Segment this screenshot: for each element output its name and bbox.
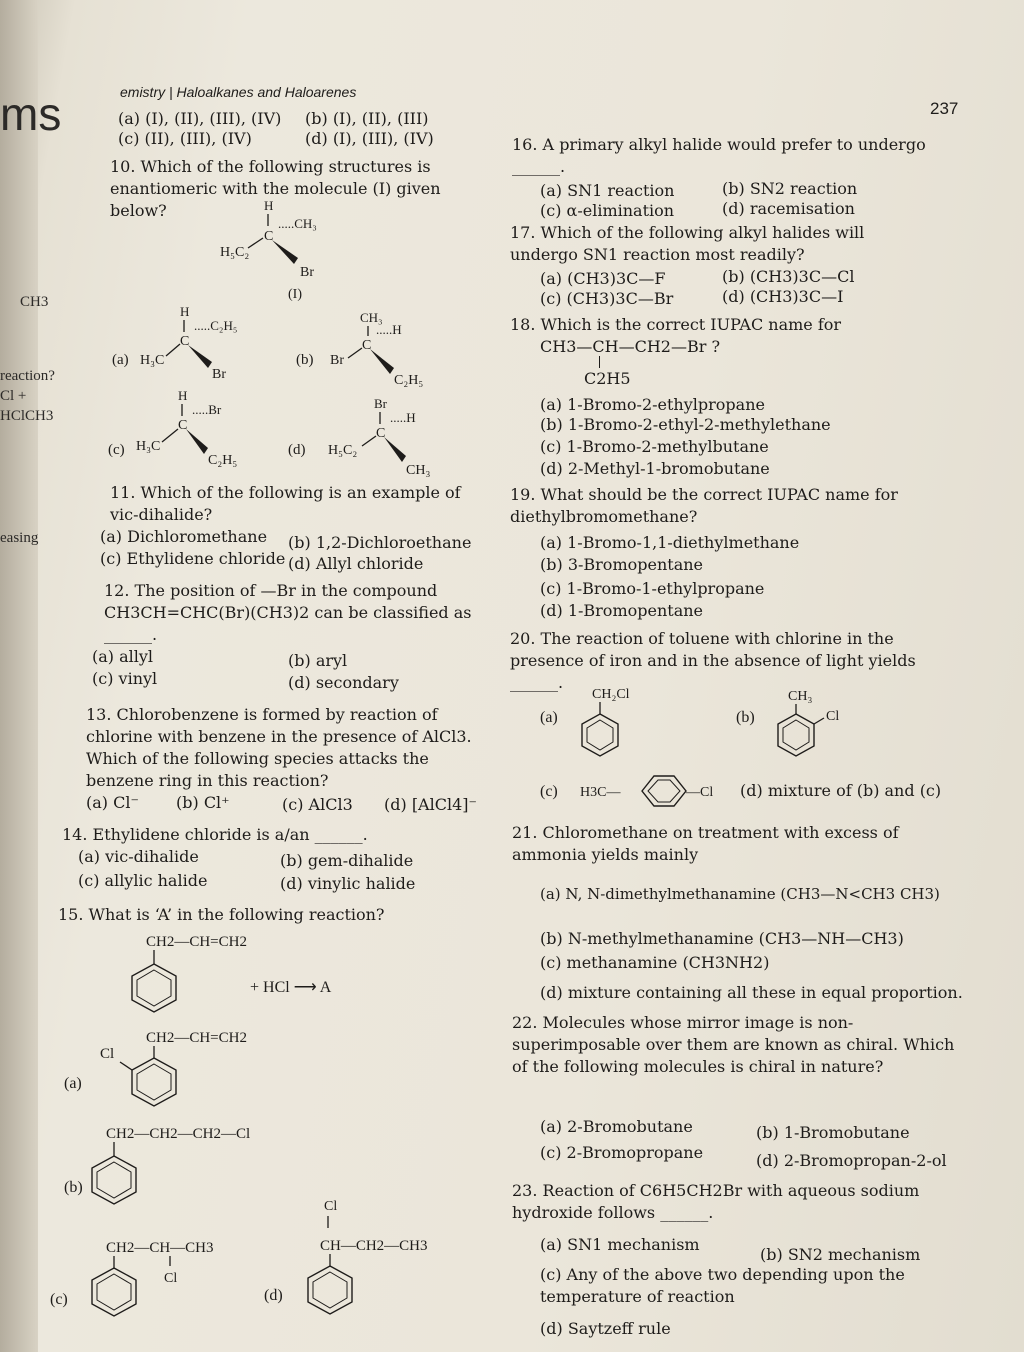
svg-text:Br: Br — [330, 353, 344, 368]
q23-option-a: (a) SN1 mechanism — [540, 1235, 700, 1254]
q15-option-b-structure — [64, 1126, 250, 1204]
q19 — [510, 484, 930, 528]
q17-text: Which of the following alkyl halides will undergo SN1 reaction most readily? — [510, 223, 865, 264]
q10-text: Which of the following structures is enantiomeric with the molecule (I) given below? — [110, 157, 441, 220]
q11-option-a: (a) Dichloromethane — [100, 527, 268, 546]
page-gutter — [0, 0, 38, 1352]
q23-text: Reaction of C6H5CH2Br with aqueous sodium hydroxide follows ______. — [512, 1181, 920, 1222]
q10-option-b-label: (b) — [296, 352, 314, 368]
q18-option-d: (d) 2-Methyl-1-bromobutane — [540, 459, 770, 478]
svg-text:H₅C₂: H₅C₂ — [328, 443, 358, 458]
q23-option-b: (b) SN2 mechanism — [760, 1245, 921, 1264]
q11-option-b: (b) 1,2-Dichloroethane — [288, 533, 472, 552]
q21-text: Chloromethane on treatment with excess of ammonia yields mainly — [512, 823, 899, 864]
svg-text:C: C — [362, 338, 372, 353]
svg-text:C₂H₅: C₂H₅ — [208, 453, 238, 468]
q12 — [104, 580, 488, 646]
q19-option-a: (a) 1-Bromo-1,1-diethylmethane — [540, 533, 800, 552]
q13-option-b: (b) Cl⁺ — [176, 793, 230, 812]
svg-text:C₂H₅: C₂H₅ — [394, 373, 424, 388]
q20-option-c-structure — [540, 776, 713, 806]
svg-text:Br: Br — [300, 265, 314, 280]
q21-option-d: (d) mixture containing all these in equal proportion. — [540, 983, 963, 1002]
q13-text: Chlorobenzene is formed by reaction of chlorine with benzene in the presence of AlCl3. Which of the following species attacks the benzene ring in this reaction? — [86, 705, 472, 790]
q10-number: 10. — [110, 157, 136, 176]
q16-text: A primary alkyl halide would prefer to undergo ______. — [512, 135, 926, 176]
q19-text: What should be the correct IUPAC name for diethylbromomethane? — [510, 485, 898, 526]
q14-option-b: (b) gem-dihalide — [280, 851, 414, 870]
molecule-I — [220, 198, 317, 302]
q22-number: 22. — [512, 1013, 538, 1032]
q10-option-c-label: (c) — [108, 442, 125, 458]
svg-text:H₅C₂: H₅C₂ — [220, 245, 250, 260]
svg-text:H₃C: H₃C — [136, 439, 161, 454]
svg-text:CH₃: CH₃ — [788, 689, 813, 704]
header-subject: emistry | — [120, 84, 173, 100]
q17-option-b: (b) (CH3)3C—Cl — [722, 267, 855, 286]
q20-option-c-right: —Cl — [686, 785, 714, 800]
q15-reagent: + HCl ⟶ A — [250, 979, 332, 996]
q18-option-a: (a) 1-Bromo-2-ethylpropane — [540, 395, 765, 414]
q13-option-a: (a) Cl⁻ — [86, 793, 139, 812]
q15-text: What is ‘A’ in the following reaction? — [88, 905, 385, 924]
svg-text:Br: Br — [212, 367, 226, 382]
q19-number: 19. — [510, 485, 536, 504]
svg-text:.....H: .....H — [376, 322, 402, 337]
q11-number: 11. — [110, 483, 136, 502]
q17-option-a: (a) (CH3)3C—F — [540, 269, 666, 288]
q15-option-d-structure — [264, 1199, 428, 1314]
q16-option-c: (c) α-elimination — [540, 201, 675, 220]
q14-number: 14. — [62, 825, 88, 844]
q20-option-c-left: H3C— — [580, 785, 621, 800]
svg-text:Br: Br — [374, 396, 387, 411]
q20-option-a-structure — [540, 687, 630, 756]
svg-text:CH₃: CH₃ — [406, 463, 431, 478]
q20-option-b-label: (b) — [736, 709, 755, 726]
q15-option-a-structure — [64, 1030, 247, 1106]
q12-option-b: (b) aryl — [288, 651, 348, 670]
q20-option-d: (d) mixture of (b) and (c) — [740, 781, 942, 800]
svg-text:H: H — [264, 198, 274, 213]
q15-structures — [40, 924, 480, 1334]
svg-text:CH₃: CH₃ — [360, 310, 383, 325]
q14-option-a: (a) vic-dihalide — [78, 847, 199, 866]
svg-text:Cl: Cl — [100, 1046, 115, 1062]
q15 — [58, 904, 478, 926]
q21-option-a: (a) N, N-dimethylmethanamine (CH3—N<CH3 CH3) — [540, 885, 940, 903]
svg-text:Cl: Cl — [826, 709, 840, 724]
q15-option-b-label: (b) — [64, 1179, 83, 1196]
q18-branch-bond — [599, 356, 600, 368]
q9-option-d: (d) (I), (III), (IV) — [305, 129, 434, 148]
q23 — [512, 1180, 974, 1224]
q15-option-a-chain: CH2—CH=CH2 — [146, 1030, 247, 1046]
molecule-I-label: (I) — [288, 287, 302, 302]
q16-option-a: (a) SN1 reaction — [540, 181, 675, 200]
q21 — [512, 822, 952, 866]
q12-option-d: (d) secondary — [288, 673, 399, 692]
q17-option-c: (c) (CH3)3C—Br — [540, 289, 674, 308]
svg-text:C: C — [376, 426, 386, 441]
q19-option-b: (b) 3-Bromopentane — [540, 555, 703, 574]
q21-number: 21. — [512, 823, 538, 842]
margin-fragment-reaction: reaction? — [0, 368, 55, 384]
q18-branch: C2H5 — [584, 369, 631, 388]
q9-option-b: (b) (I), (II), (III) — [305, 109, 429, 128]
svg-text:H₃C: H₃C — [140, 353, 165, 368]
q17-number: 17. — [510, 223, 536, 242]
option-b-structure — [296, 310, 423, 388]
q18-option-c: (c) 1-Bromo-2-methylbutane — [540, 437, 769, 456]
q22-option-b: (b) 1-Bromobutane — [756, 1123, 910, 1142]
q14-option-d: (d) vinylic halide — [280, 874, 416, 893]
q22 — [512, 1012, 960, 1078]
q15-option-b-chain: CH2—CH2—CH2—Cl — [106, 1126, 251, 1142]
option-a-structure — [112, 304, 237, 382]
q16 — [512, 134, 932, 178]
q23-number: 23. — [512, 1181, 538, 1200]
q11 — [110, 482, 490, 526]
q14-text: Ethylidene chloride is a/an ______. — [92, 825, 368, 844]
q18-text: Which is the correct IUPAC name for — [540, 315, 842, 334]
svg-text:.....C₂H₅: .....C₂H₅ — [194, 318, 238, 333]
q10-option-d-label: (d) — [288, 442, 306, 458]
q22-text: Molecules whose mirror image is non-superimposable over them are known as chiral. Which of the following molecules is chiral in nature? — [512, 1013, 955, 1076]
q22-option-a: (a) 2-Bromobutane — [540, 1117, 693, 1136]
svg-text:.....H: .....H — [390, 410, 416, 425]
svg-text:H: H — [180, 304, 190, 319]
q14 — [62, 824, 482, 846]
svg-text:H: H — [178, 388, 188, 403]
q20-number: 20. — [510, 629, 536, 648]
q18-option-b: (b) 1-Bromo-2-ethyl-2-methylethane — [540, 415, 831, 434]
q15-option-c-label: (c) — [50, 1291, 68, 1308]
q12-text: The position of —Br in the compound CH3CH=CHC(Br)(CH3)2 can be classified as ______. — [104, 581, 472, 644]
svg-text:.....Br: .....Br — [192, 402, 222, 417]
page-number: 237 — [930, 99, 959, 118]
margin-fragment-cl: Cl + — [0, 388, 27, 404]
q22-option-d: (d) 2-Bromopropan-2-ol — [756, 1151, 947, 1170]
q15-reactant — [132, 934, 332, 1012]
q13 — [86, 704, 486, 792]
q15-option-c-structure — [50, 1240, 214, 1316]
q22-option-c: (c) 2-Bromopropane — [540, 1143, 704, 1162]
q21-option-b: (b) N-methylmethanamine (CH3—NH—CH3) — [540, 929, 904, 948]
q23-option-d: (d) Saytzeff rule — [540, 1319, 671, 1338]
q20-option-c-label: (c) — [540, 783, 558, 800]
svg-text:Cl: Cl — [324, 1199, 338, 1214]
q17 — [510, 222, 920, 266]
q20-option-a-label: (a) — [540, 709, 558, 726]
q15-reactant-chain: CH2—CH=CH2 — [146, 934, 247, 950]
q10-option-a-label: (a) — [112, 352, 129, 368]
q10-structures — [100, 198, 490, 478]
q18-number: 18. — [510, 315, 536, 334]
q12-number: 12. — [104, 581, 130, 600]
q11-text: Which of the following is an example of vic-dihalide? — [110, 483, 461, 524]
q19-option-c: (c) 1-Bromo-1-ethylpropane — [540, 579, 765, 598]
running-header — [120, 82, 356, 103]
margin-fragment-hclch3: HClCH3 — [0, 408, 54, 424]
q11-option-d: (d) Allyl chloride — [288, 554, 424, 573]
q19-option-d: (d) 1-Bromopentane — [540, 601, 703, 620]
q13-option-d: (d) [AlCl4]⁻ — [384, 795, 477, 814]
header-chapter: Haloalkanes and Haloarenes — [176, 84, 357, 100]
option-d-structure — [288, 396, 430, 478]
option-c-structure — [108, 388, 237, 468]
q9-option-a: (a) (I), (II), (III), (IV) — [118, 109, 282, 128]
q15-option-a-label: (a) — [64, 1075, 82, 1092]
q12-option-a: (a) allyl — [92, 647, 154, 666]
svg-text:C: C — [178, 418, 188, 433]
q11-option-c: (c) Ethylidene chloride — [100, 549, 286, 568]
q15-option-d-label: (d) — [264, 1287, 283, 1304]
svg-text:CH₂Cl: CH₂Cl — [592, 687, 630, 702]
q16-number: 16. — [512, 135, 538, 154]
q20-text: The reaction of toluene with chlorine in the presence of iron and in the absence of light yields ______. — [510, 629, 916, 692]
margin-fragment-easing: easing — [0, 530, 39, 546]
q15-option-d-chain: CH—CH2—CH3 — [320, 1238, 428, 1254]
svg-text:.....CH₃: .....CH₃ — [278, 216, 317, 231]
q9-option-c: (c) (II), (III), (IV) — [118, 129, 252, 148]
q18 — [510, 314, 930, 336]
q23-option-c: (c) Any of the above two depending upon the temperature of reaction — [540, 1265, 905, 1306]
q13-option-c: (c) AlCl3 — [282, 795, 353, 814]
svg-text:Cl: Cl — [164, 1271, 178, 1286]
q12-option-c: (c) vinyl — [92, 669, 158, 688]
margin-fragment-ms: ms — [0, 88, 62, 140]
q16-option-d: (d) racemisation — [722, 199, 855, 218]
q20-option-b-structure — [736, 689, 839, 756]
q13-number: 13. — [86, 705, 112, 724]
q15-number: 15. — [58, 905, 84, 924]
q15-option-c-chain: CH2—CH—CH3 — [106, 1240, 214, 1256]
q21-option-c: (c) methanamine (CH3NH2) — [540, 953, 770, 972]
margin-fragment-ch3: CH3 — [20, 294, 49, 310]
q18-formula: CH3—CH—CH2—Br ? — [540, 337, 721, 356]
q17-option-d: (d) (CH3)3C—I — [722, 287, 844, 306]
q16-option-b: (b) SN2 reaction — [722, 179, 858, 198]
q14-option-c: (c) allylic halide — [78, 871, 208, 890]
svg-text:C: C — [264, 229, 274, 244]
svg-text:C: C — [180, 334, 190, 349]
